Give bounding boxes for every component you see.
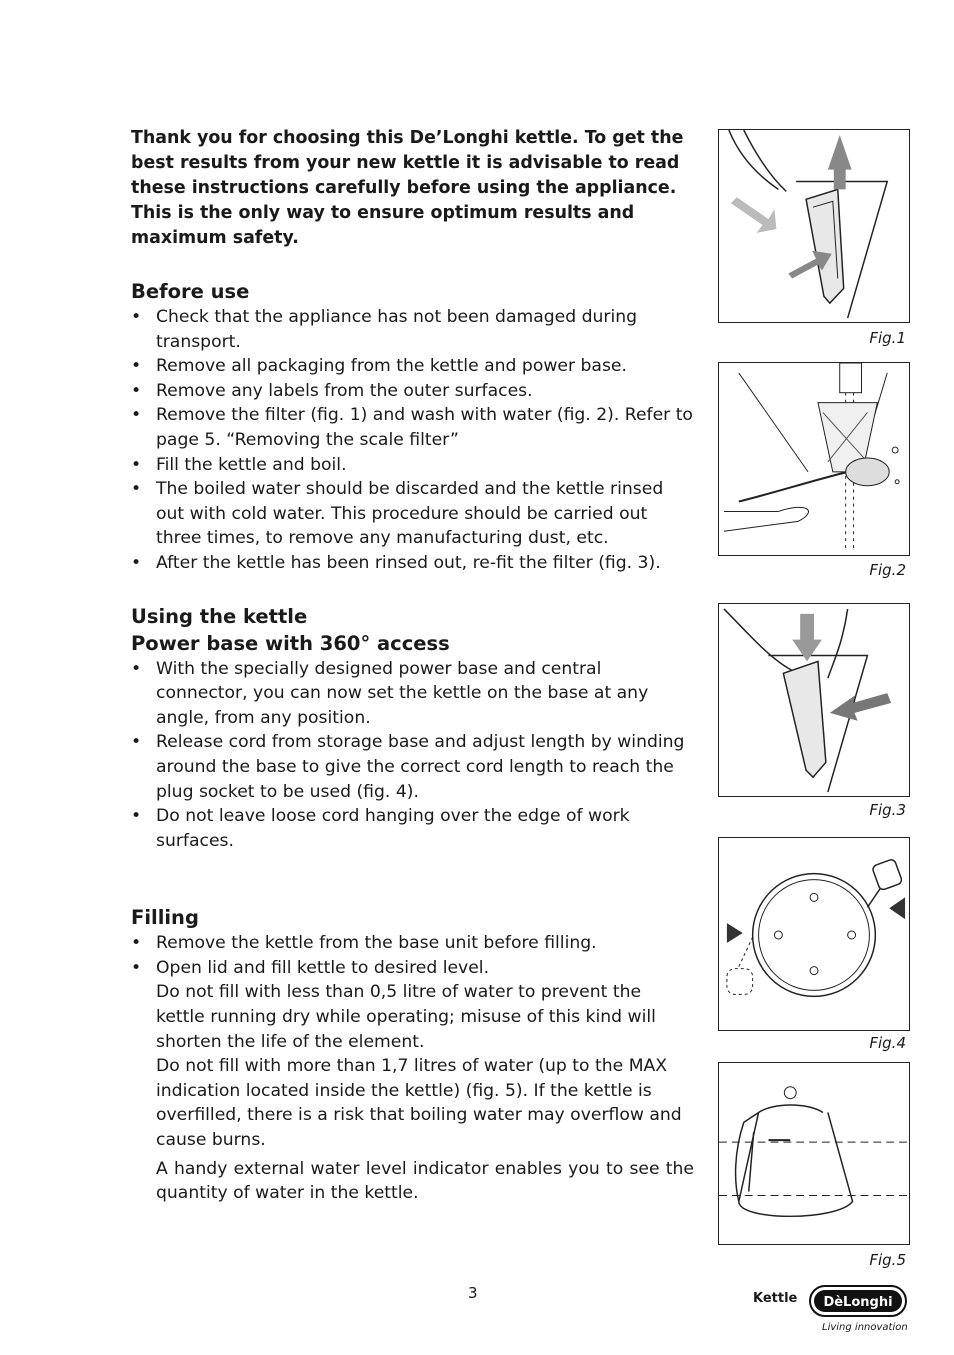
list-item: • With the specially designed power base and central connector, you can now set the kettle on the base at any angle, from any position.: [131, 657, 694, 731]
filter-refit-drawing: [719, 604, 909, 796]
filter-washing-drawing: [719, 363, 909, 555]
list-item: • Remove the filter (fig. 1) and wash with water (fig. 2). Refer to page 5. “Removing the scale filter”: [131, 403, 694, 452]
figure-5-caption: Fig.5: [869, 1251, 906, 1269]
power-base-drawing: [719, 838, 909, 1030]
using-kettle-heading: Using the kettle: [131, 604, 308, 628]
list-item: • Remove the kettle from the base unit before filling.: [131, 931, 694, 956]
list-item: • Check that the appliance has not been damaged during transport.: [131, 305, 694, 354]
figure-5-illustration: [718, 1062, 910, 1245]
figure-1-caption: Fig.1: [869, 329, 906, 347]
figure-1-illustration: [718, 129, 910, 323]
svg-text:DèLonghi: DèLonghi: [823, 1295, 893, 1310]
page-number: 3: [468, 1284, 478, 1302]
brand-tagline: Living innovation: [822, 1322, 908, 1333]
product-label: Kettle: [753, 1291, 798, 1306]
figure-4-caption: Fig.4: [869, 1034, 906, 1052]
filling-heading: Filling: [131, 906, 199, 930]
filling-list: [131, 931, 694, 980]
filling-min-paragraph: Do not fill with less than 0,5 litre of water to prevent the kettle running dry while operating; misuse of this kind will shorten the life of the element.: [156, 982, 656, 1052]
intro-paragraph: Thank you for choosing this De’Longhi kettle. To get the best results from your new kettle it is advisable to read these instructions carefully before using the appliance. This is the only way to ensure optimum results and maximum safety.: [131, 128, 684, 248]
figure-2-illustration: [718, 362, 910, 556]
list-item: • After the kettle has been rinsed out, re-fit the filter (fig. 3).: [131, 551, 694, 576]
list-item: • Remove any labels from the outer surfaces.: [131, 379, 694, 404]
list-item: • The boiled water should be discarded and the kettle rinsed out with cold water. This procedure should be carried out three times, to remove any manufacturing dust, etc.: [131, 477, 694, 551]
main-text-column: [131, 126, 694, 1206]
figure-4-illustration: [718, 837, 910, 1031]
list-item: • Release cord from storage base and adjust length by winding around the base to give the correct cord length to reach the plug socket to be used (fig. 4).: [131, 730, 694, 804]
list-item: • Do not leave loose cord hanging over the edge of work surfaces.: [131, 804, 694, 853]
power-base-subheading: Power base with 360° access: [131, 631, 450, 655]
figure-2-caption: Fig.2: [869, 561, 906, 579]
list-item: • Fill the kettle and boil.: [131, 453, 694, 478]
level-indicator-paragraph: A handy external water level indicator enables you to see the quantity of water in the kettle.: [156, 1158, 694, 1204]
filter-removal-drawing: [719, 130, 909, 322]
list-item: • Remove all packaging from the kettle and power base.: [131, 354, 694, 379]
before-use-list: [131, 305, 694, 576]
using-list: [131, 657, 694, 854]
list-item: • Open lid and fill kettle to desired level.: [131, 956, 694, 981]
filling-max-paragraph: Do not fill with more than 1,7 litres of water (up to the MAX indication located inside the kettle) (fig. 5). If the kettle is overfilled, there is a risk that boiling water may overflow and cause burns.: [156, 1056, 682, 1151]
before-use-heading: Before use: [131, 280, 250, 303]
figure-3-caption: Fig.3: [869, 801, 906, 819]
delonghi-logo: [809, 1285, 907, 1317]
figure-3-illustration: [718, 603, 910, 797]
fill-level-drawing: [719, 1063, 909, 1244]
